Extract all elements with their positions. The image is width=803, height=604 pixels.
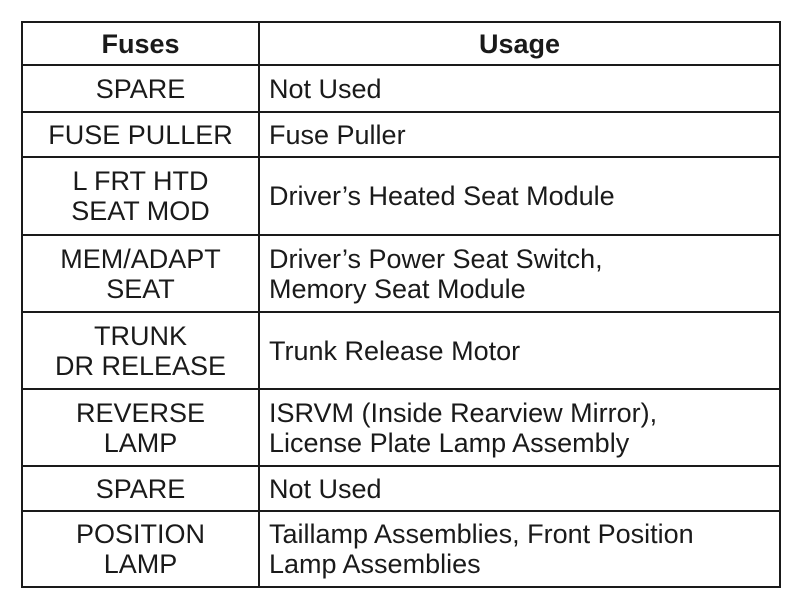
table-row (22, 65, 780, 112)
usage-cell: Driver’s Heated Seat Module (259, 157, 780, 235)
table-row (22, 312, 780, 389)
table-row (22, 511, 780, 587)
table-row (22, 112, 780, 157)
table-row (22, 389, 780, 466)
header-usage: Usage (259, 22, 780, 65)
fuse-cell: MEM/ADAPT SEAT (22, 235, 259, 312)
usage-cell: ISRVM (Inside Rearview Mirror), License Plate Lamp Assembly (259, 389, 780, 466)
fuse-cell: SPARE (22, 65, 259, 112)
usage-cell: Taillamp Assemblies, Front Position Lamp Assemblies (259, 511, 780, 587)
header-row (22, 22, 780, 65)
usage-cell: Trunk Release Motor (259, 312, 780, 389)
fuse-cell: REVERSE LAMP (22, 389, 259, 466)
table-row (22, 466, 780, 511)
fuse-cell: L FRT HTD SEAT MOD (22, 157, 259, 235)
fuse-cell: FUSE PULLER (22, 112, 259, 157)
fuse-cell: SPARE (22, 466, 259, 511)
usage-cell: Driver’s Power Seat Switch, Memory Seat Module (259, 235, 780, 312)
usage-cell: Fuse Puller (259, 112, 780, 157)
header-fuses: Fuses (22, 22, 259, 65)
fuse-usage-table (21, 21, 781, 588)
usage-cell: Not Used (259, 65, 780, 112)
table-row (22, 157, 780, 235)
usage-cell: Not Used (259, 466, 780, 511)
table-row (22, 235, 780, 312)
fuse-cell: TRUNK DR RELEASE (22, 312, 259, 389)
fuse-cell: POSITION LAMP (22, 511, 259, 587)
